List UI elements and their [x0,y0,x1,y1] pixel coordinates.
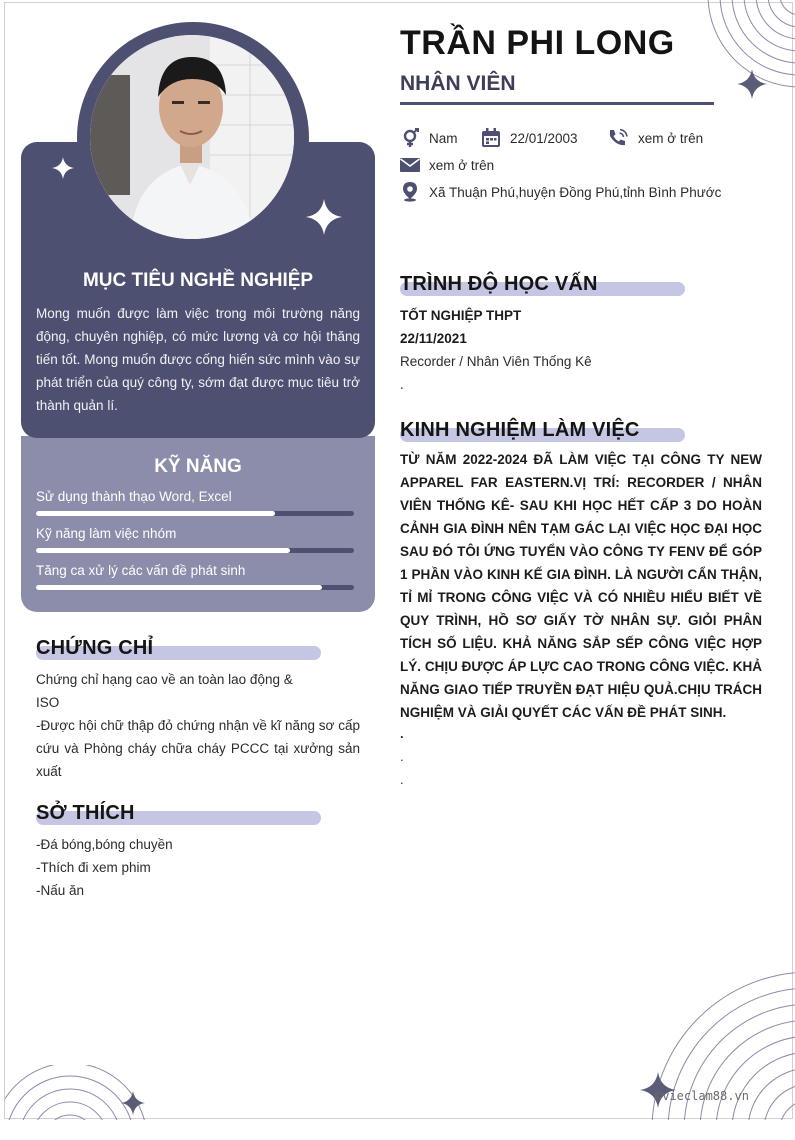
education-school: TỐT NGHIỆP THPT [400,308,522,323]
sparkle-icon [306,199,342,235]
education-date: 22/11/2021 [400,331,467,346]
experience-dot: . [400,749,404,764]
certificates-heading [36,636,321,660]
education-title: TRÌNH ĐỘ HỌC VẤN [400,273,598,295]
location-pin-icon [400,182,420,202]
envelope-icon [400,155,420,175]
sparkle-icon [737,69,767,99]
hobbies-heading [36,801,321,825]
gender-icon [400,128,420,148]
certificates-title: CHỨNG CHỈ [36,637,154,659]
skill-bar-fill [36,511,275,516]
hobby-item: -Đá bóng,bóng chuyền [36,837,173,852]
hobby-item: -Nấu ăn [36,883,85,898]
email-value: xem ở trên [429,157,495,173]
skills-title: KỸ NĂNG [154,456,242,477]
phone-info [607,128,703,148]
skill-label: Kỹ năng làm việc nhóm [36,526,177,541]
certificate-line: -Được hội chữ thập đỏ chứng nhận về kĩ năng sơ cấp cứu và Phòng cháy chữa cháy PCCC tại xưởng sản xuất [36,718,360,779]
gender-info [400,128,458,148]
experience-dot: . [400,772,404,787]
skill-label: Tăng ca xử lý các vấn đề phát sinh [36,563,246,578]
address-value: Xã Thuận Phú,huyện Đồng Phú,tỉnh Bình Phước [429,184,722,200]
experience-heading [400,418,685,442]
education-detail: Recorder / Nhân Viên Thống Kê [400,354,592,369]
hobby-item: -Thích đi xem phim [36,860,151,875]
address-info [400,182,721,202]
education-dot: . [400,377,404,392]
watermark: ©vieclam88.vn [655,1089,749,1103]
sparkle-icon [52,157,74,179]
calendar-icon [481,128,501,148]
birthday-value: 22/01/2003 [510,130,578,146]
skill-bar [36,548,354,553]
position-title: NHÂN VIÊN [400,72,516,95]
skill-bar-fill [36,548,290,553]
avatar [90,35,294,239]
birthday-info [481,128,578,148]
hobbies-title: SỞ THÍCH [36,802,135,824]
education-heading [400,272,685,296]
email-info [400,155,494,175]
experience-title: KINH NGHIỆM LÀM VIỆC [400,419,640,441]
skill-label: Sử dụng thành thạo Word, Excel [36,489,232,504]
skill-item [36,563,354,590]
gender-value: Nam [429,130,458,146]
divider [400,102,714,105]
skill-bar-fill [36,585,322,590]
sparkle-icon [121,1091,145,1115]
skill-bar [36,585,354,590]
skill-bar [36,511,354,516]
skill-item [36,526,354,553]
candidate-name: TRẦN PHI LONG [400,24,675,62]
phone-value: xem ở trên [638,130,704,146]
objective-text: Mong muốn được làm việc trong môi trường năng động, chuyên nghiệp, có mức lương và cơ hội thăng tiến tốt. Mong muốn được cống hiến sức mình vào sự phát triển của quý công ty, sớm đạt được mục tiêu trở thành quản lí. [36,306,360,413]
phone-icon [607,128,629,148]
skill-item [36,489,354,516]
experience-dot: . [400,726,404,741]
certificate-line: ISO [36,695,60,710]
experience-text: TỪ NĂM 2022-2024 ĐÃ LÀM VIỆC TẠI CÔNG TY NEW APPAREL FAR EASTERN.VỊ TRÍ: RECORDER / NHÂN VIÊN THỐNG KÊ- SAU KHI HỌC HẾT CẤP 3 DO HOÀN CẢNH GIA ĐÌNH NÊN TẠM GÁC LẠI VIỆC HỌC ĐẠI HỌC SAU ĐÓ TÔI ỨNG TUYỂN VÀO CÔNG TY FENV ĐỂ GÓP 1 PHẦN VÀO KINH KẾ GIA ĐÌNH. LÀ NGƯỜI CẨN THẬN, TỈ MỈ TRONG CÔNG VIỆC VÀ CÓ NHIỀU HIỂU BIẾT VỀ QUY TRÌNH, HỒ SƠ GIẤY TỜ NHÂN SỰ. GIỎI PHÂN TÍCH SỐ LIỆU. KHẢ NĂNG SẮP SẾP CÔNG VIỆC HỢP LÝ. CHỊU ĐƯỢC ÁP LỰC CAO TRONG CÔNG VIỆC. KHẢ NĂNG GIAO TIẾP TRUYỀN ĐẠT HIỆU QUẢ.CHỊU TRÁCH NGHIỆM VÀ GIẢI QUYẾT CÁC VẤN ĐỀ PHÁT SINH. [400,452,762,720]
objective-title: MỤC TIÊU NGHỀ NGHIỆP [82,270,314,291]
certificate-line: Chứng chỉ hạng cao về an toàn lao động & [36,672,293,687]
